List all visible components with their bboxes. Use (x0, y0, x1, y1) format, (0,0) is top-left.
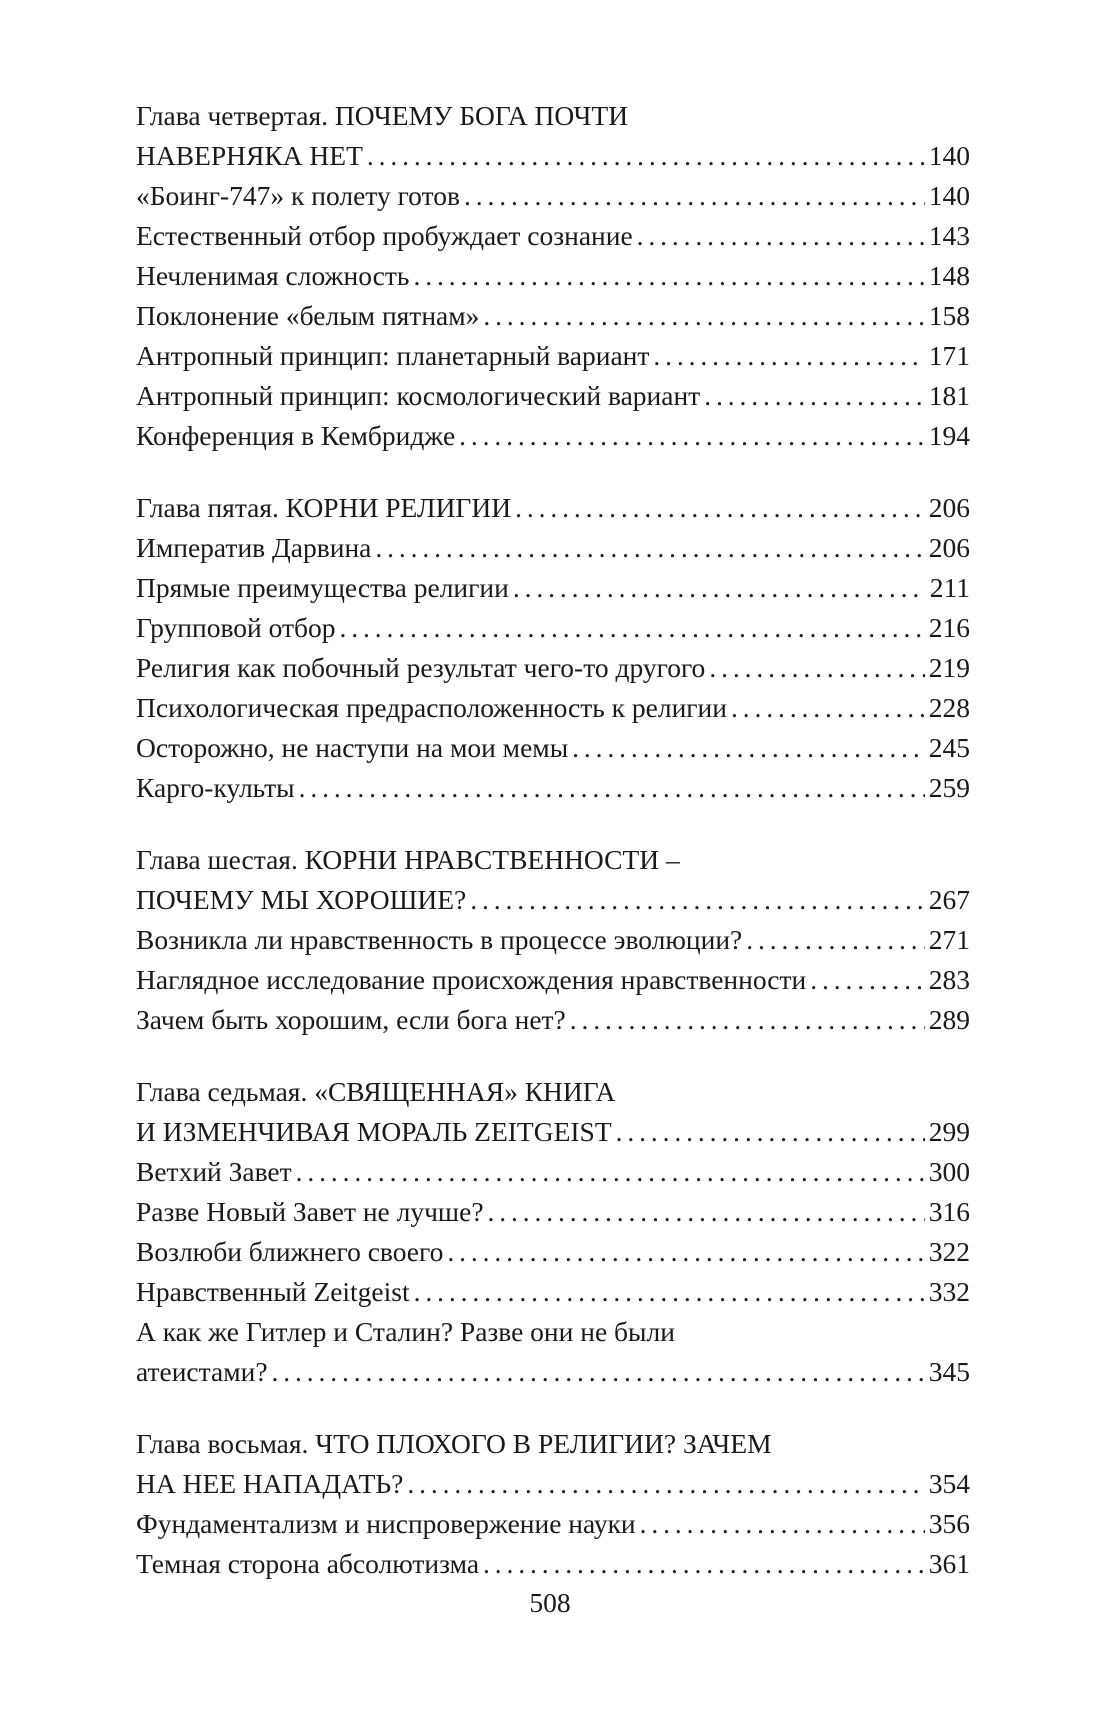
toc-entry (136, 688, 970, 728)
toc-entry (136, 728, 970, 768)
dot-leader (616, 1112, 925, 1152)
dot-leader (464, 176, 925, 216)
dot-leader (810, 960, 925, 1000)
toc-entry-page-number: 140 (928, 180, 970, 211)
toc-entry-page-number: 211 (929, 572, 970, 603)
toc-entry (136, 648, 970, 688)
chapter-title-row-page-number: 354 (928, 1468, 970, 1499)
toc-entry-page-number: 356 (928, 1508, 970, 1539)
toc-entry-label: Прямые преимущества религии (136, 572, 509, 603)
dot-leader (637, 216, 925, 256)
chapter-title-line: Глава шестая. КОРНИ НРАВСТВЕННОСТИ – (136, 844, 680, 875)
toc-entry-page-number: 361 (928, 1548, 970, 1579)
dot-leader (653, 336, 924, 376)
dot-leader (414, 1272, 925, 1312)
toc-entry-page-number: 322 (928, 1236, 970, 1267)
toc-entry-label: Нравственный Zeitgeist (136, 1276, 410, 1307)
dot-leader (407, 1464, 924, 1504)
toc-entry (136, 920, 970, 960)
toc-entry-line: А как же Гитлер и Сталин? Разве они не были (136, 1316, 675, 1347)
toc-entry-label: Фундаментализм и ниспровержение науки (136, 1508, 636, 1539)
toc-entry-label: Антропный принцип: планетарный вариант (136, 340, 650, 371)
toc-entry-page-number: 194 (928, 420, 970, 451)
toc-entry-label: Зачем быть хорошим, если бога нет? (136, 1004, 566, 1035)
toc-entry-page-number: 289 (928, 1004, 970, 1035)
dot-leader (375, 528, 924, 568)
toc-entry-label: Императив Дарвина (136, 532, 372, 563)
dot-leader (470, 880, 925, 920)
toc-entry-label: Наглядное исследование происхождения нравственности (136, 964, 807, 995)
toc-entry (136, 1504, 970, 1544)
dot-leader (709, 648, 924, 688)
toc-entry-page-number: 283 (928, 964, 970, 995)
toc-entry-page-number: 228 (928, 692, 970, 723)
dot-leader (272, 1352, 925, 1392)
toc-entry-label: Разве Новый Завет не лучше? (136, 1196, 484, 1227)
chapter-title-row-label: И ИЗМЕНЧИВАЯ МОРАЛЬ ZEITGEIST (136, 1116, 612, 1147)
toc-entry-page-number: 219 (928, 652, 970, 683)
toc-entry (136, 1352, 970, 1392)
chapter-title-row (136, 136, 970, 176)
chapter-title-row-page-number: 267 (928, 884, 970, 915)
dot-leader (296, 1152, 925, 1192)
dot-leader (367, 136, 925, 176)
toc-chapter (136, 488, 970, 808)
toc-entry (136, 256, 970, 296)
toc-chapter (136, 96, 970, 456)
toc-entry-label: Естественный отбор пробуждает сознание (136, 220, 633, 251)
chapter-title-row-label: Глава пятая. КОРНИ РЕЛИГИИ (136, 492, 512, 523)
toc-entry-label: Ветхий Завет (136, 1156, 292, 1187)
toc-entry-label: Возлюби ближнего своего (136, 1236, 444, 1267)
toc-entry (136, 768, 970, 808)
chapter-title-row-page-number: 140 (928, 140, 970, 171)
toc-entry (136, 1152, 970, 1192)
toc-entry-page-number: 158 (928, 300, 970, 331)
dot-leader (513, 568, 926, 608)
toc-entry-page-number: 143 (928, 220, 970, 251)
toc-entry-label: Нечленимая сложность (136, 260, 410, 291)
toc-entry (136, 608, 970, 648)
dot-leader (746, 920, 925, 960)
toc-entry-page-number: 332 (928, 1276, 970, 1307)
toc-entry-label: Возникла ли нравственность в процессе эволюции? (136, 924, 743, 955)
chapter-title-row (136, 488, 970, 528)
dot-leader (483, 1544, 925, 1584)
dot-leader (447, 1232, 924, 1272)
toc-entry-page-number: 181 (928, 380, 970, 411)
dot-leader (483, 296, 924, 336)
table-of-contents (136, 96, 970, 1616)
toc-entry-label: Религия как побочный результат чего-то другого (136, 652, 706, 683)
toc-entry (136, 176, 970, 216)
toc-entry-label: Групповой отбор (136, 612, 336, 643)
toc-entry (136, 568, 970, 608)
toc-entry-page-number: 148 (928, 260, 970, 291)
chapter-title-row (136, 1464, 970, 1504)
toc-entry-label: Конференция в Кембридже (136, 420, 456, 451)
toc-entry (136, 1544, 970, 1584)
toc-entry (136, 1272, 970, 1312)
toc-entry-label: Темная сторона абсолютизма (136, 1548, 480, 1579)
toc-entry-page-number: 271 (928, 924, 970, 955)
toc-entry-label: Поклонение «белым пятнам» (136, 300, 480, 331)
chapter-title-line: Глава седьмая. «СВЯЩЕННАЯ» КНИГА (136, 1076, 616, 1107)
dot-leader (572, 728, 925, 768)
toc-entry (136, 296, 970, 336)
dot-leader (488, 1192, 925, 1232)
chapter-title-row-label: НА НЕЕ НАПАДАТЬ? (136, 1468, 404, 1499)
toc-chapter (136, 1072, 970, 1392)
toc-entry-label: «Боинг-747» к полету готов (136, 180, 460, 211)
toc-entry-page-number: 216 (928, 612, 970, 643)
toc-entry-page-number: 316 (928, 1196, 970, 1227)
toc-entry (136, 528, 970, 568)
toc-entry (136, 376, 970, 416)
chapter-title-line: Глава четвертая. ПОЧЕМУ БОГА ПОЧТИ (136, 100, 629, 131)
toc-entry (136, 216, 970, 256)
toc-entry-page-number: 171 (928, 340, 970, 371)
toc-entry-page-number: 245 (928, 732, 970, 763)
page-number: 508 (529, 1587, 571, 1618)
chapter-title-row-page-number: 206 (928, 492, 970, 523)
toc-entry-label: Психологическая предрасположенность к религии (136, 692, 727, 723)
dot-leader (413, 256, 924, 296)
dot-leader (515, 488, 925, 528)
toc-entry-page-number: 259 (928, 772, 970, 803)
chapter-title-row-label: НАВЕРНЯКА НЕТ (136, 140, 363, 171)
toc-chapter (136, 840, 970, 1040)
dot-leader (459, 416, 925, 456)
toc-entry-label: Антропный принцип: космологический вариант (136, 380, 701, 411)
dot-leader (640, 1504, 925, 1544)
toc-entry (136, 960, 970, 1000)
toc-entry-page-number: 345 (928, 1356, 970, 1387)
dot-leader (340, 608, 925, 648)
chapter-title-row (136, 880, 970, 920)
toc-entry-page-number: 300 (928, 1156, 970, 1187)
chapter-title-row-label: ПОЧЕМУ МЫ ХОРОШИЕ? (136, 884, 467, 915)
dot-leader (570, 1000, 925, 1040)
toc-entry-page-number: 206 (928, 532, 970, 563)
toc-entry-label: атеистами? (136, 1356, 268, 1387)
toc-entry (136, 416, 970, 456)
toc-entry (136, 1232, 970, 1272)
dot-leader (704, 376, 925, 416)
dot-leader (731, 688, 925, 728)
toc-entry (136, 1192, 970, 1232)
chapter-title-row (136, 1112, 970, 1152)
toc-entry-label: Осторожно, не наступи на мои мемы (136, 732, 569, 763)
chapter-title-row-page-number: 299 (928, 1116, 970, 1147)
toc-entry (136, 1000, 970, 1040)
toc-entry-label: Карго-культы (136, 772, 295, 803)
dot-leader (299, 768, 925, 808)
toc-chapter (136, 1424, 970, 1584)
toc-entry (136, 336, 970, 376)
chapter-title-line: Глава восьмая. ЧТО ПЛОХОГО В РЕЛИГИИ? ЗАЧЕМ (136, 1428, 772, 1459)
